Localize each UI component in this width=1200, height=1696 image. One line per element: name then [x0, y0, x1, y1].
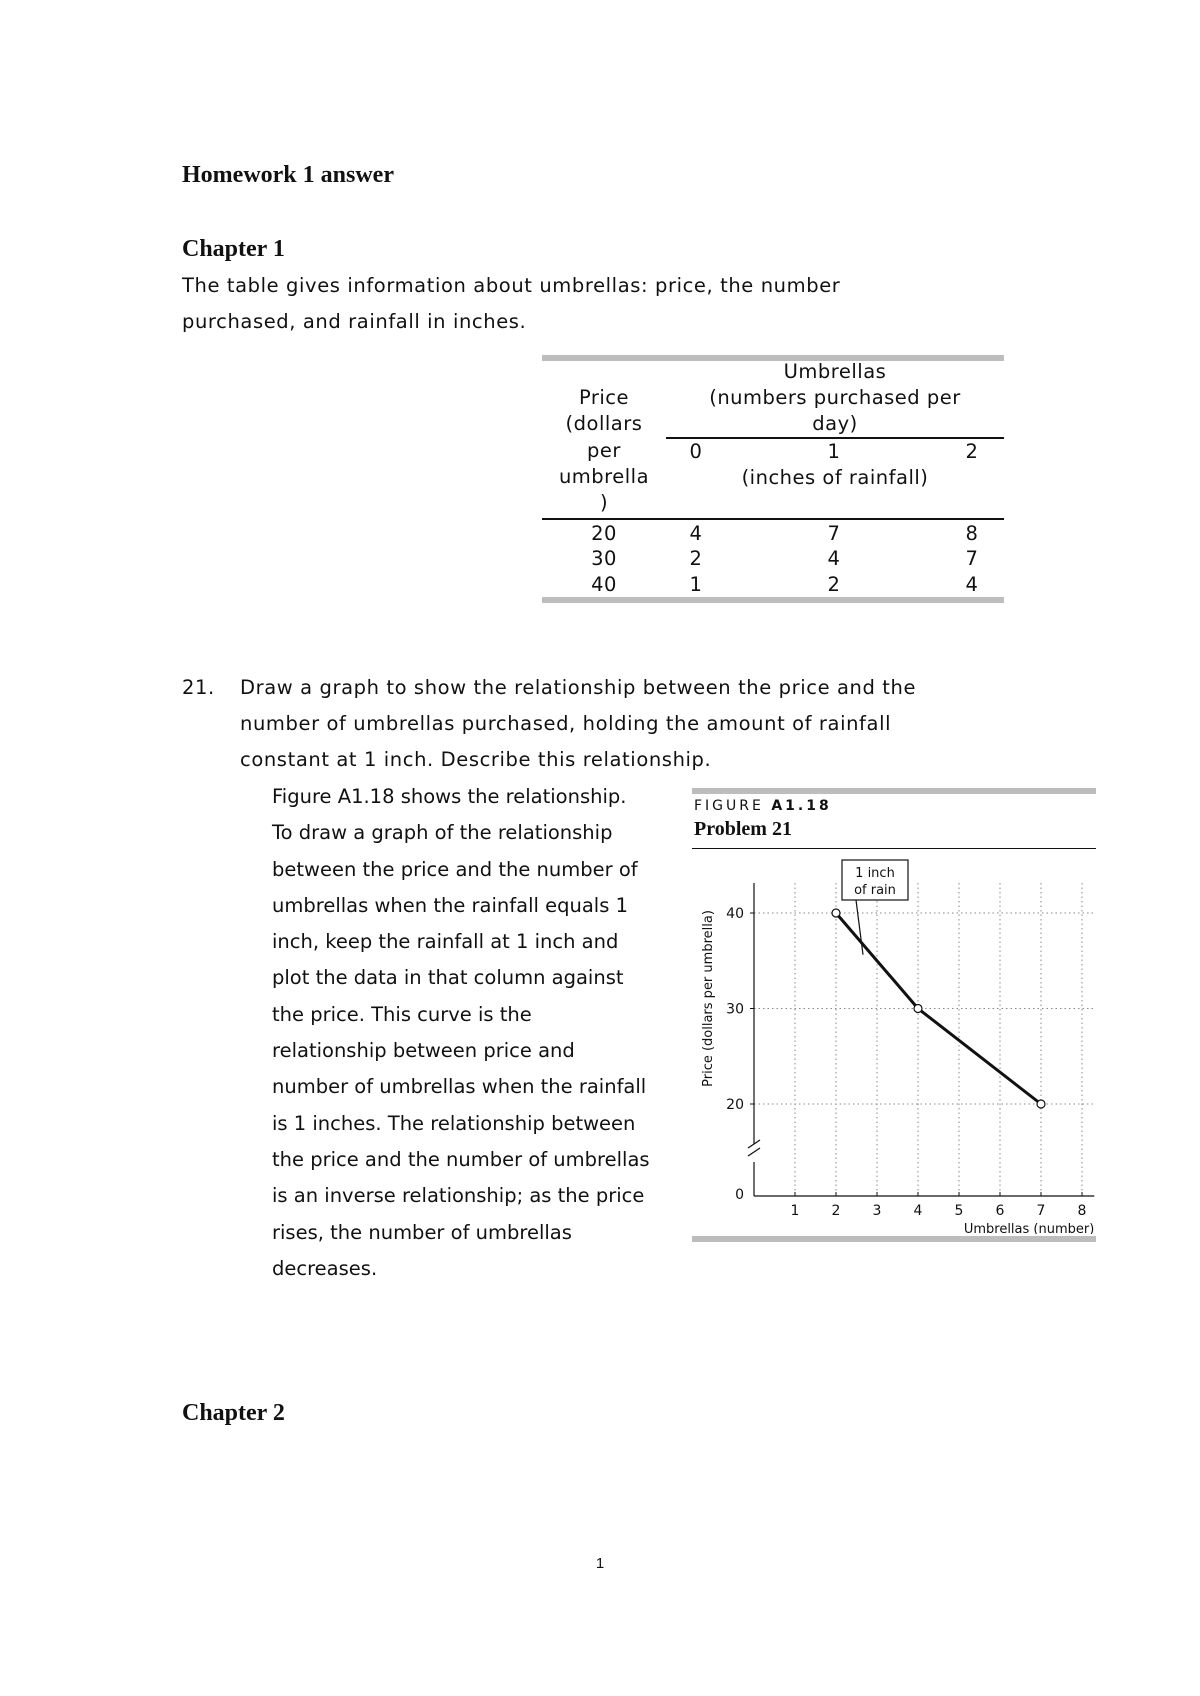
figure-title: Problem 21	[694, 818, 792, 840]
x-tick-label: 8	[1077, 1203, 1087, 1219]
table-cell-price: 40	[591, 573, 617, 596]
answer-line: To draw a graph of the relationship	[272, 821, 613, 845]
page-title: Homework 1 answer	[182, 162, 394, 188]
annotation-text: 1 inch	[855, 866, 895, 881]
table-cell: 8	[965, 522, 979, 545]
price-header-line: )	[599, 491, 609, 514]
chart-annotation	[842, 860, 908, 955]
figure-label-prefix: FIGURE	[694, 798, 764, 814]
umbrellas-header-line: day)	[812, 412, 858, 435]
axis-break-mark	[748, 1148, 760, 1156]
table-cell: 4	[965, 573, 979, 596]
x-tick-label: 4	[913, 1203, 923, 1219]
answer-line: is an inverse relationship; as the price	[272, 1184, 645, 1208]
price-umbrella-chart	[692, 854, 1096, 1234]
annotation-text: of rain	[854, 883, 896, 898]
y-tick-label: 30	[726, 1001, 744, 1018]
intro-line-2: purchased, and rainfall in inches.	[182, 310, 527, 333]
x-tick-label: 1	[790, 1203, 800, 1219]
question-line: Draw a graph to show the relationship between the price and the	[240, 676, 917, 699]
chapter-2-heading: Chapter 2	[182, 1400, 285, 1426]
chart-ticks	[726, 906, 1086, 1219]
question-number: 21.	[182, 676, 215, 699]
table-cell-price: 30	[591, 547, 617, 570]
intro-line-1: The table gives information about umbrellas: price, the number	[182, 274, 841, 297]
data-point	[914, 1005, 922, 1013]
answer-line: the price. This curve is the	[272, 1002, 532, 1026]
data-point	[832, 909, 840, 917]
answer-line: is 1 inches. The relationship between	[272, 1111, 636, 1135]
rainfall-label: (inches of rainfall)	[741, 466, 929, 489]
price-header-line: (dollars	[565, 412, 643, 435]
question-line: number of umbrellas purchased, holding the amount of rainfall	[240, 712, 892, 735]
chart-axes	[748, 883, 1094, 1196]
answer-line: umbrellas when the rainfall equals 1	[272, 893, 628, 917]
figure-bottom-bar	[692, 1236, 1096, 1242]
price-header-line: per	[587, 439, 621, 462]
rainfall-level: 2	[965, 440, 979, 463]
table-cell: 4	[827, 547, 841, 570]
table-bottom-rule	[542, 597, 1004, 603]
table-cell: 7	[965, 547, 979, 570]
answer-text	[272, 779, 682, 1287]
y-tick-label: 20	[726, 1097, 744, 1113]
data-point	[1037, 1100, 1045, 1108]
answer-line: between the price and the number of	[272, 857, 638, 881]
table-cell-price: 20	[591, 522, 617, 545]
table-cell: 2	[827, 573, 841, 596]
table-cell: 7	[827, 522, 841, 545]
y-axis-label: Price (dollars per umbrella)	[701, 910, 716, 1087]
question-line: constant at 1 inch. Describe this relationship.	[240, 748, 712, 771]
table-cell: 1	[689, 573, 703, 596]
umbrellas-header-line: Umbrellas	[783, 360, 887, 383]
answer-line: the price and the number of umbrellas	[272, 1147, 650, 1171]
y-tick-label: 40	[726, 906, 744, 922]
chapter-1-heading: Chapter 1	[182, 236, 285, 262]
umbrella-table	[542, 355, 1004, 603]
answer-line: inch, keep the rainfall at 1 inch and	[272, 930, 619, 954]
figure-label-number: A1.18	[771, 798, 832, 814]
answer-line: Figure A1.18 shows the relationship.	[272, 785, 627, 808]
table-cell: 4	[689, 522, 703, 545]
rainfall-level: 1	[827, 440, 841, 463]
x-axis-label: Umbrellas (number)	[963, 1222, 1095, 1234]
table-cell: 2	[689, 547, 703, 570]
answer-line: decreases.	[272, 1256, 378, 1280]
header-bottom-rule	[542, 518, 1004, 520]
figure-label	[694, 798, 832, 814]
rainfall-level: 0	[689, 440, 703, 463]
price-header-line: umbrella	[558, 465, 650, 488]
answer-line: plot the data in that column against	[272, 966, 624, 990]
figure-top-bar	[692, 788, 1096, 794]
figure-a1-18	[692, 788, 1096, 1244]
page-number: 1	[595, 1555, 605, 1572]
x-tick-label: 3	[872, 1203, 882, 1219]
answer-line: rises, the number of umbrellas	[272, 1220, 572, 1244]
chart-grid	[754, 883, 1094, 1196]
x-tick-label: 6	[995, 1203, 1005, 1219]
umbrellas-header-line: (numbers purchased per	[709, 386, 961, 409]
annotation-leader	[856, 900, 863, 955]
origin-label: 0	[735, 1187, 744, 1203]
x-tick-label: 2	[831, 1203, 841, 1219]
figure-title-rule	[692, 848, 1096, 849]
x-tick-label: 5	[954, 1203, 964, 1219]
x-tick-label: 7	[1036, 1203, 1046, 1219]
price-header-line: Price	[578, 386, 630, 409]
answer-line: relationship between price and	[272, 1039, 575, 1063]
answer-line: number of umbrellas when the rainfall	[272, 1075, 647, 1099]
